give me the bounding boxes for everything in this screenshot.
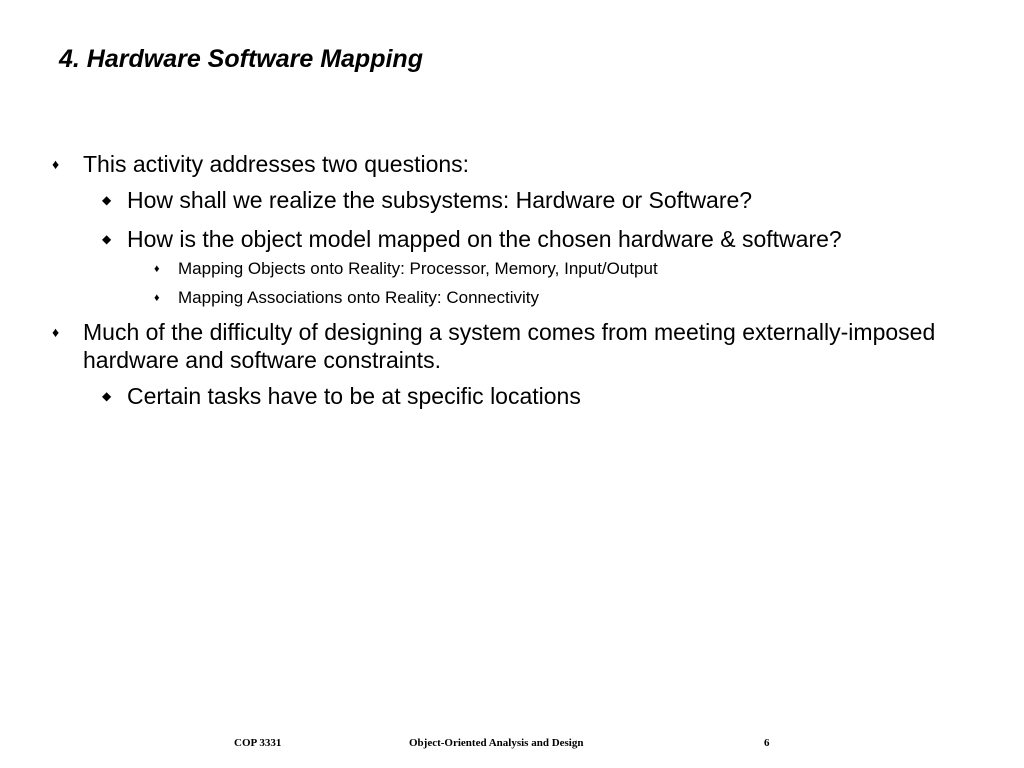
diamond-bullet-icon: ♦ bbox=[52, 324, 60, 340]
diamond-bullet-icon: ♦ bbox=[52, 156, 60, 172]
diamond-bullet-icon: ◆ bbox=[102, 232, 112, 246]
diamond-bullet-icon: ♦ bbox=[154, 292, 160, 304]
footer-page-number: 6 bbox=[764, 737, 770, 749]
sub-bullet-item bbox=[102, 225, 962, 253]
sub-bullet-text: How shall we realize the subsystems: Hardware or Software? bbox=[127, 187, 753, 213]
sub-bullet-item bbox=[102, 186, 962, 214]
footer-subject: Object-Oriented Analysis and Design bbox=[409, 737, 584, 749]
sub-bullet-text: Certain tasks have to be at specific locations bbox=[127, 383, 581, 409]
diamond-bullet-icon: ♦ bbox=[154, 263, 160, 275]
sub-sub-bullet-text: Mapping Objects onto Reality: Processor, Memory, Input/Output bbox=[178, 259, 658, 278]
bullet-item bbox=[52, 318, 952, 374]
footer-course: COP 3331 bbox=[234, 737, 282, 749]
bullet-text: Much of the difficulty of designing a system comes from meeting externally-imposed hardware and software constraints. bbox=[83, 319, 936, 373]
bullet-text: This activity addresses two questions: bbox=[83, 151, 470, 177]
sub-sub-bullet-item bbox=[154, 258, 954, 280]
bullet-item bbox=[52, 150, 952, 178]
sub-bullet-text: How is the object model mapped on the chosen hardware & software? bbox=[127, 226, 842, 252]
sub-bullet-item bbox=[102, 382, 962, 410]
sub-sub-bullet-item bbox=[154, 287, 954, 309]
slide-title: 4. Hardware Software Mapping bbox=[59, 45, 423, 73]
sub-sub-bullet-text: Mapping Associations onto Reality: Connectivity bbox=[178, 288, 539, 307]
diamond-bullet-icon: ◆ bbox=[102, 193, 112, 207]
diamond-bullet-icon: ◆ bbox=[102, 389, 112, 403]
